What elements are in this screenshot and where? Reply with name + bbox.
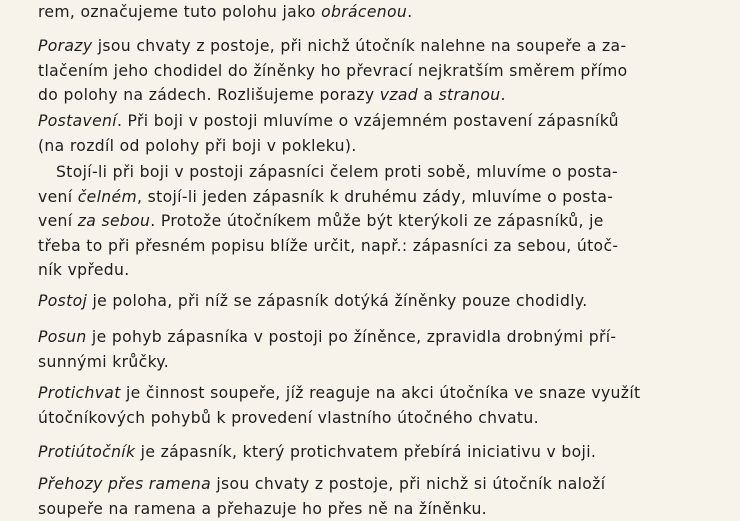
text-line (38, 209, 723, 234)
italic-term: stranou (439, 86, 501, 104)
paragraph (38, 109, 723, 158)
paragraph (38, 0, 412, 25)
text-run: rem, označujeme tuto polohu jako (38, 3, 321, 21)
text-line (38, 406, 723, 431)
italic-term: čelném (78, 188, 137, 206)
text-run: je poloha, při níž se zápasník dotýká žíněnky pouze chodidly. (87, 292, 587, 310)
italic-term: Přehozy přes ramena (38, 475, 211, 493)
text-run: . (407, 3, 412, 21)
text-line (38, 59, 723, 84)
italic-term: Postavení (38, 112, 117, 130)
text-run: je zápasník, který protichvatem přebírá iniciativu v boji. (135, 443, 596, 461)
paragraph (38, 160, 723, 283)
italic-term: za sebou (78, 212, 151, 230)
text-run: je pohyb zápasníka v postoji po žíněnce, zpravidla drobnými pří- (87, 328, 617, 346)
text-line (38, 160, 723, 185)
text-line (38, 258, 723, 283)
text-run: útočníkových pohybů k provedení vlastního útočného chvatu. (38, 409, 539, 427)
text-run: a (418, 86, 439, 104)
text-line (38, 134, 723, 159)
text-line (38, 34, 723, 59)
paragraph (38, 381, 723, 430)
text-line (38, 381, 723, 406)
italic-term: Protichvat (38, 384, 121, 402)
text-line (38, 234, 723, 259)
italic-term: Protiútočník (38, 443, 135, 461)
text-run: třeba to při přesném popisu blíže určit, např.: zápasníci za sebou, útoč- (38, 237, 618, 255)
italic-term: Postoj (38, 292, 87, 310)
italic-term: Posun (38, 328, 87, 346)
text-line (38, 109, 723, 134)
text-run: , stojí-li jeden zápasník k druhému zády, mluvíme o posta- (137, 188, 613, 206)
text-run: (na rozdíl od polohy při boji v pokleku). (38, 137, 357, 155)
paragraph (38, 34, 723, 108)
italic-term: obrácenou (321, 3, 407, 21)
text-line (38, 440, 723, 465)
text-line (38, 325, 723, 350)
italic-term: Porazy (38, 37, 92, 55)
paragraph (38, 440, 723, 465)
text-run: . (501, 86, 506, 104)
text-run: . Při boji v postoji mluvíme o vzájemném postavení zápasníků (117, 112, 619, 130)
text-run: do polohy na zádech. Rozlišujeme porazy (38, 86, 380, 104)
text-line (38, 350, 723, 375)
paragraph (38, 289, 723, 314)
text-line (38, 497, 723, 521)
paragraph (38, 325, 723, 374)
text-run: . Protože útočníkem může být kterýkoli ze zápasníků, je (150, 212, 603, 230)
text-line (38, 185, 723, 210)
paragraph (38, 472, 723, 521)
italic-term: vzad (380, 86, 418, 104)
text-run: jsou chvaty z postoje, při nichž si útočník naloží (211, 475, 605, 493)
text-line (38, 0, 412, 25)
text-run: je činnost soupeře, jíž reaguje na akci útočníka ve snaze využít (121, 384, 641, 402)
text-run: sunnými krůčky. (38, 353, 169, 371)
text-run: ník vpředu. (38, 261, 130, 279)
text-run: soupeře na ramena a přehazuje ho přes ně na žíněnku. (38, 500, 487, 518)
text-run: vení (38, 212, 78, 230)
text-run: Stojí-li při boji v postoji zápasníci čelem proti sobě, mluvíme o posta- (56, 163, 618, 181)
text-line (38, 289, 723, 314)
text-run: tlačením jeho chodidel do žíněnky ho převrací nejkratším směrem přímo (38, 62, 628, 80)
text-run: jsou chvaty z postoje, při nichž útočník nalehne na soupeře a za- (92, 37, 626, 55)
text-run: vení (38, 188, 78, 206)
text-line (38, 83, 723, 108)
text-line (38, 472, 723, 497)
